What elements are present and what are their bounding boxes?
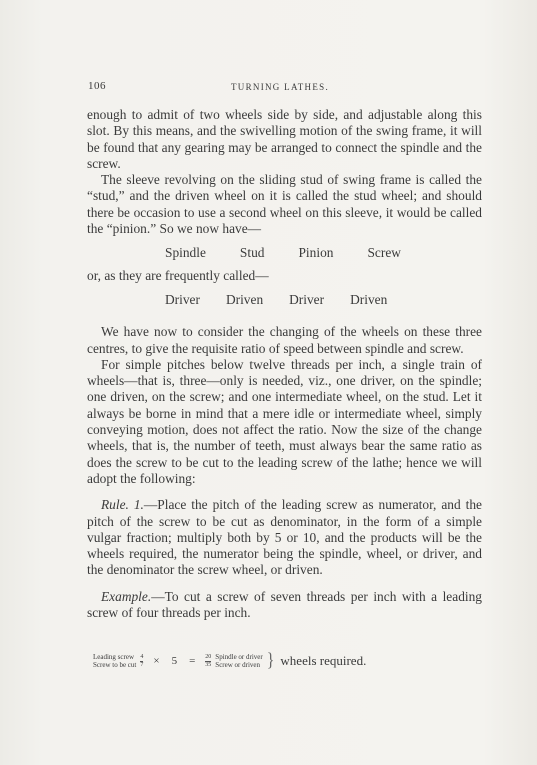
leading-screw-label: Leading screw [93,653,135,661]
role-driver-1: Driver [165,291,200,307]
fraction-denominator: 35 [205,661,212,668]
paragraph-1: enough to admit of two wheels side by side, and adjustable along this slot. By this means, and the swivelling motion of the swing frame, it will be found that any gearing may be arranged to connect the spindle and the screw. [87,107,482,171]
paragraph-5: For simple pitches below twelve threads per inch, a single train of wheels—that is, three—only is needed, viz., one driver, on the spindle; one driven, on the screw; and one intermediate wheel, on the stud. Let it always be borne in mind that a mere idle or intermediate wheel, simply conveying motion, does not affect the ratio. Now the size of the change wheels, that is, the number of teeth, must always bear the same ratio as does the screw to be cut to the leading screw of the lathe; hence we will adopt the following: [87,356,482,486]
name-pinion: Pinion [298,245,334,261]
wheel-names-row [87,245,482,261]
role-driven-2: Driven [350,291,388,307]
paragraph-3: or, as they are frequently called— [87,267,269,283]
spindle-driver-label: Spindle or driver [215,653,263,661]
rule-label: Rule. 1. [101,497,144,513]
paragraph-4: We have now to consider the changing of the wheels on these three centres, to give the requisite ratio of speed between spindle and screw. [87,324,482,356]
running-title: TURNING LATHES. [231,82,329,92]
rule-paragraph [87,497,482,578]
wheel-roles-row [87,292,482,308]
screw-to-be-cut-label: Screw to be cut [93,661,137,669]
page-number: 106 [88,80,106,92]
example-label: Example. [101,588,152,604]
fraction-20-35 [205,654,211,669]
page-body [87,107,482,621]
role-driver-2: Driver [289,291,325,307]
fraction-denominator: 7 [140,661,144,668]
example-text: —To cut a screw of seven threads per inch with a leading screw of four threads per inch. [87,588,482,621]
equals-sign: = [189,655,196,667]
formula-left-labels [93,653,136,669]
times-sign: × [153,655,160,667]
rule-text: —Place the pitch of the leading screw as numerator, and the pitch of the screw to be cut as denominator, in the form of a simple vulgar fraction; multiply both by 5 or 10, and the products will be the wheels required, the numerator being the spindle, wheel, or driver, and the denominator the screw wheel, or driven. [87,497,482,578]
fraction-numerator: 4 [140,653,144,660]
name-stud: Stud [239,245,265,261]
example-paragraph [87,589,482,622]
ratio-formula [93,646,483,676]
curly-brace: } [266,650,275,671]
paragraph-2: The sleeve revolving on the sliding stud of swing frame is called the “stud,” and the driven wheel on it is called the stud wheel; and should there be occasion to use a second wheel on this sleeve, it would be called the “pinion.” So we now have— [87,172,482,237]
name-spindle: Spindle [165,245,206,261]
name-screw: Screw [367,245,401,261]
fraction-4-7 [140,654,143,669]
fraction-numerator: 20 [205,653,212,660]
multiplier: 5 [171,655,178,667]
role-driven-1: Driven [225,291,264,307]
formula-right-labels [215,653,262,669]
screw-driven-label: Screw or driven [215,661,261,669]
result-text: wheels required. [280,653,367,668]
